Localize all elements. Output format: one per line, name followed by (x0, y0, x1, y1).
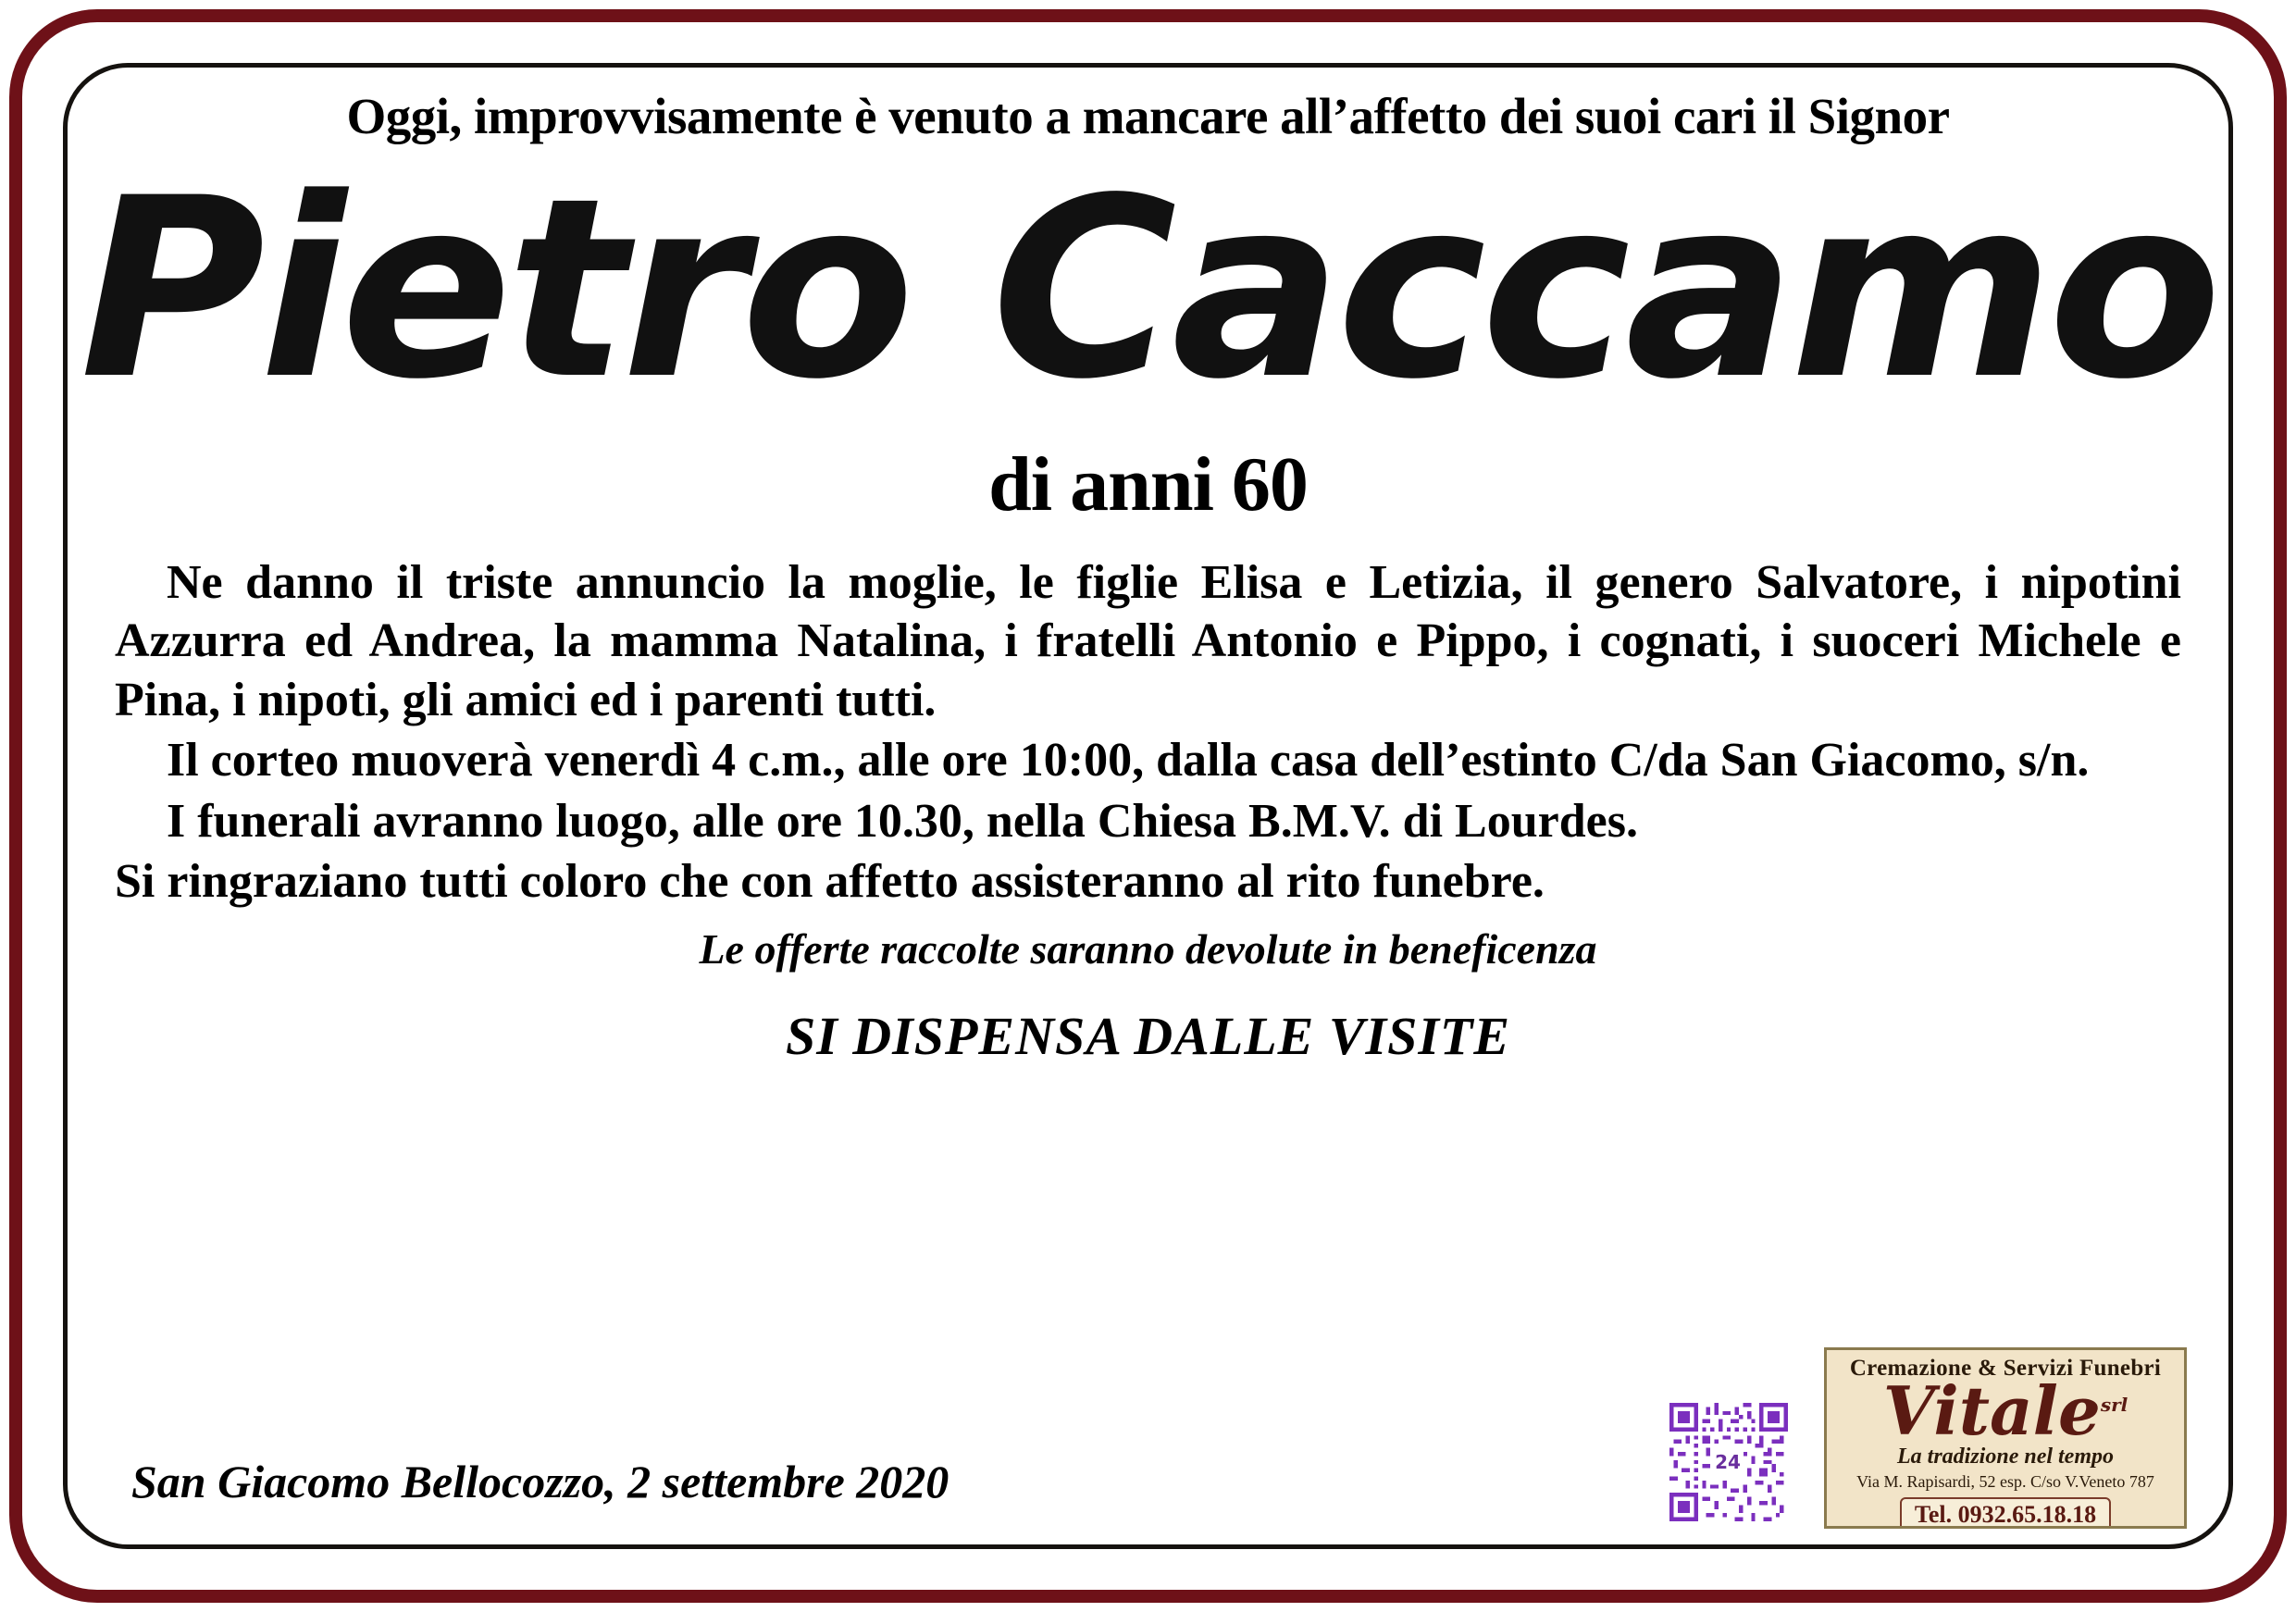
age-text: di anni 60 (988, 441, 1308, 527)
dispensa-note: SI DISPENSA DALLE VISITE (785, 1005, 1511, 1066)
paragraph-procession: Il corteo muoverà venerdì 4 c.m., alle ore 10:00, dalla casa dell’estinto C/da San Giacomo, s/n. (167, 734, 2090, 787)
logo-slogan: La tradizione nel tempo (1897, 1445, 2114, 1469)
logo-brand-name (1827, 1371, 2184, 1450)
paragraph-funeral: I funerali avranno luogo, alle ore 10.30, nella Chiesa B.M.V. di Lourdes. (167, 794, 1638, 848)
deceased-name: Pietro Caccamo (80, 145, 2216, 434)
announcement-body (87, 553, 2209, 911)
paragraph-family: Ne danno il triste annuncio la moglie, le figlie Elisa e Letizia, il genero Salvatore, i nipotini Azzurra ed Andrea, la mamma Natalina, i fratelli Antonio e Pippo, i cognati, i suoceri Michele e Pina, i nipoti, gli amici ed i parenti tutti. (115, 556, 2181, 726)
notice-content (80, 70, 2216, 1542)
offerings-note: Le offerte raccolte saranno devolute in beneficenza (699, 924, 1597, 973)
headline-text: Oggi, improvvisamente è venuto a mancare all’affetto dei suoi cari il Signor (346, 88, 1950, 144)
logo-address: Via M. Rapisardi, 52 esp. C/so V.Veneto 787 (1856, 1472, 2154, 1492)
funeral-home-logo[interactable] (1824, 1347, 2187, 1529)
paragraph-thanks: Si ringraziano tutti coloro che con affetto assisteranno al rito funebre. (115, 855, 1545, 909)
logo-brand-text: Vitale (1882, 1371, 2101, 1450)
place-and-date: San Giacomo Bellocozzo, 2 settembre 2020 (131, 1456, 949, 1507)
qr-code-icon[interactable] (1669, 1403, 1788, 1521)
logo-phone[interactable]: Tel. 0932.65.18.18 (1900, 1497, 2111, 1529)
logo-brand-suffix: srl (2100, 1394, 2128, 1416)
qr-badge-number: 24 (1712, 1447, 1744, 1477)
logo-services-line: Cremazione & Servizi Funebri (1849, 1356, 2162, 1381)
outer-border (9, 9, 2287, 1603)
